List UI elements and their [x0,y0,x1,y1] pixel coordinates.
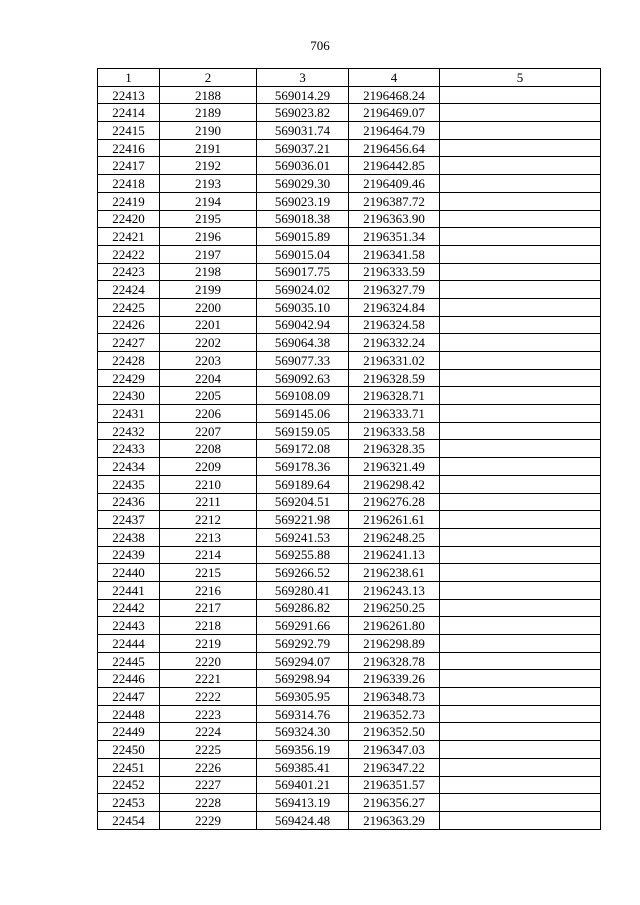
table-cell: 2223 [160,705,257,723]
table-cell: 569108.09 [257,387,349,405]
table-cell: 569286.82 [257,599,349,617]
table-cell [440,245,601,263]
table-cell [440,705,601,723]
table-cell: 2210 [160,475,257,493]
table-cell [440,458,601,476]
table-cell: 2208 [160,440,257,458]
coordinates-table [97,68,601,830]
table-row [98,528,601,546]
table-cell: 22441 [98,581,160,599]
table-row [98,316,601,334]
table-cell: 569255.88 [257,546,349,564]
table-cell: 2196351.57 [349,776,440,794]
table-cell: 22429 [98,369,160,387]
table-cell [440,316,601,334]
table-cell: 22443 [98,617,160,635]
table-cell: 22424 [98,281,160,299]
table-header-row [98,69,601,87]
table-cell [440,104,601,122]
table-cell [440,422,601,440]
table-cell: 569292.79 [257,635,349,653]
table-cell: 569015.04 [257,245,349,263]
table-cell [440,475,601,493]
table-cell: 22430 [98,387,160,405]
table-cell [440,157,601,175]
table-cell: 569029.30 [257,175,349,193]
table-cell: 2228 [160,794,257,812]
table-cell: 2196321.49 [349,458,440,476]
table-cell: 2196324.58 [349,316,440,334]
table-cell: 2196327.79 [349,281,440,299]
table-cell: 569280.41 [257,581,349,599]
table-cell [440,352,601,370]
table-cell [440,599,601,617]
table-cell: 569145.06 [257,405,349,423]
table-cell: 22422 [98,245,160,263]
table-cell: 22442 [98,599,160,617]
table-cell [440,281,601,299]
table-cell: 2197 [160,245,257,263]
table-cell: 569401.21 [257,776,349,794]
table-cell: 22413 [98,86,160,104]
table-cell: 569241.53 [257,528,349,546]
table-cell: 2193 [160,175,257,193]
table-row [98,493,601,511]
table-cell: 22452 [98,776,160,794]
table-cell: 2225 [160,741,257,759]
table-cell: 2196328.35 [349,440,440,458]
table-row [98,387,601,405]
table-cell: 569356.19 [257,741,349,759]
column-header: 5 [440,69,601,87]
table-cell: 2196333.59 [349,263,440,281]
table-row [98,440,601,458]
table-cell: 2219 [160,635,257,653]
table-row [98,281,601,299]
table-row [98,175,601,193]
table-cell: 22440 [98,564,160,582]
table-row [98,705,601,723]
table-cell: 569036.01 [257,157,349,175]
table-cell: 22433 [98,440,160,458]
table-cell: 569023.19 [257,192,349,210]
table-cell: 2196298.89 [349,635,440,653]
table-cell: 2198 [160,263,257,281]
table-cell: 22449 [98,723,160,741]
table-cell [440,688,601,706]
table-cell [440,528,601,546]
table-cell: 2196352.50 [349,723,440,741]
table-row [98,458,601,476]
table-cell: 569324.30 [257,723,349,741]
table-cell [440,192,601,210]
table-cell: 2196352.73 [349,705,440,723]
table-cell: 2196243.13 [349,581,440,599]
table-cell: 2206 [160,405,257,423]
table-cell: 569298.94 [257,670,349,688]
table-cell: 2229 [160,811,257,829]
table-cell: 2196328.71 [349,387,440,405]
table-cell: 569172.08 [257,440,349,458]
table-cell: 2196276.28 [349,493,440,511]
table-cell: 22453 [98,794,160,812]
table-cell: 2196348.73 [349,688,440,706]
table-cell: 22436 [98,493,160,511]
table-cell [440,741,601,759]
table-cell [440,369,601,387]
table-cell: 569092.63 [257,369,349,387]
table-cell: 2221 [160,670,257,688]
table-cell: 2227 [160,776,257,794]
table-cell [440,758,601,776]
table-row [98,122,601,140]
table-cell: 2203 [160,352,257,370]
table-cell: 569159.05 [257,422,349,440]
table-cell: 569424.48 [257,811,349,829]
table-cell: 2204 [160,369,257,387]
table-cell [440,546,601,564]
table-cell: 2196356.27 [349,794,440,812]
table-cell [440,493,601,511]
table-row [98,352,601,370]
table-row [98,422,601,440]
table-cell: 2209 [160,458,257,476]
table-row [98,741,601,759]
table-cell: 22421 [98,228,160,246]
table-cell: 2215 [160,564,257,582]
table-cell: 2211 [160,493,257,511]
table-cell [440,652,601,670]
table-cell: 2212 [160,511,257,529]
table-cell: 569077.33 [257,352,349,370]
table-cell: 22425 [98,298,160,316]
table-cell: 569023.82 [257,104,349,122]
table-cell: 569413.19 [257,794,349,812]
table-row [98,511,601,529]
table-cell: 22447 [98,688,160,706]
table-row [98,811,601,829]
table-cell: 569031.74 [257,122,349,140]
table-cell [440,635,601,653]
table-row [98,104,601,122]
table-cell: 569266.52 [257,564,349,582]
table-cell: 2196331.02 [349,352,440,370]
table-cell [440,263,601,281]
table-cell: 22451 [98,758,160,776]
table-cell: 569018.38 [257,210,349,228]
table-row [98,652,601,670]
table-cell: 2196456.64 [349,139,440,157]
table-cell [440,298,601,316]
table-cell: 2190 [160,122,257,140]
table-cell: 2196347.22 [349,758,440,776]
table-row [98,369,601,387]
table-cell: 2217 [160,599,257,617]
table-cell: 569024.02 [257,281,349,299]
table-cell: 2196261.61 [349,511,440,529]
table-cell: 2196409.46 [349,175,440,193]
table-row [98,546,601,564]
table-cell: 2214 [160,546,257,564]
table-cell: 2220 [160,652,257,670]
table-cell: 22418 [98,175,160,193]
table-cell: 2224 [160,723,257,741]
table-row [98,86,601,104]
table-cell: 2201 [160,316,257,334]
table-cell: 22415 [98,122,160,140]
table-row [98,776,601,794]
table-cell: 2196387.72 [349,192,440,210]
table-cell: 2188 [160,86,257,104]
table-cell: 22423 [98,263,160,281]
table-cell: 22416 [98,139,160,157]
table-cell [440,334,601,352]
table-row [98,139,601,157]
page-number: 706 [310,38,330,53]
table-cell: 22450 [98,741,160,759]
table-cell: 569385.41 [257,758,349,776]
table-cell: 569305.95 [257,688,349,706]
table-cell: 22437 [98,511,160,529]
table-cell: 22432 [98,422,160,440]
table-row [98,670,601,688]
table-cell: 569314.76 [257,705,349,723]
table-cell: 2205 [160,387,257,405]
table-cell: 22419 [98,192,160,210]
table-cell [440,228,601,246]
table-cell: 22420 [98,210,160,228]
table-cell [440,723,601,741]
table-cell: 22445 [98,652,160,670]
table-cell: 22448 [98,705,160,723]
table-cell: 2196328.59 [349,369,440,387]
table-row [98,635,601,653]
table-row [98,228,601,246]
table-row [98,334,601,352]
table-cell: 2196339.26 [349,670,440,688]
table-cell: 2196363.90 [349,210,440,228]
table-cell [440,139,601,157]
table-cell: 22444 [98,635,160,653]
table-cell [440,122,601,140]
table-row [98,599,601,617]
table-row [98,581,601,599]
table-row [98,157,601,175]
table-cell: 2191 [160,139,257,157]
table-cell: 22454 [98,811,160,829]
table-cell: 22439 [98,546,160,564]
table-cell: 2196298.42 [349,475,440,493]
table-cell: 2213 [160,528,257,546]
table-cell: 22414 [98,104,160,122]
table-cell: 2202 [160,334,257,352]
table-cell: 2196261.80 [349,617,440,635]
table-row [98,617,601,635]
table-row [98,794,601,812]
table-cell [440,210,601,228]
table-cell [440,86,601,104]
table-cell: 2216 [160,581,257,599]
table-cell: 569035.10 [257,298,349,316]
table-cell: 569014.29 [257,86,349,104]
table-cell [440,440,601,458]
table-cell [440,581,601,599]
table-cell: 22417 [98,157,160,175]
table-cell [440,794,601,812]
table-row [98,564,601,582]
table-cell: 2196468.24 [349,86,440,104]
table-cell: 2196333.71 [349,405,440,423]
table-cell: 2196333.58 [349,422,440,440]
table-cell: 2196248.25 [349,528,440,546]
table-cell: 2196363.29 [349,811,440,829]
table-row [98,210,601,228]
table-cell: 2194 [160,192,257,210]
table-cell: 569037.21 [257,139,349,157]
table-cell: 2196341.58 [349,245,440,263]
table-cell: 569015.89 [257,228,349,246]
table-cell: 22438 [98,528,160,546]
table-cell: 2192 [160,157,257,175]
table-cell [440,387,601,405]
table-cell: 569221.98 [257,511,349,529]
table-cell: 22434 [98,458,160,476]
table-cell: 569064.38 [257,334,349,352]
table-row [98,263,601,281]
table-cell: 2226 [160,758,257,776]
table-cell: 22431 [98,405,160,423]
table-cell: 2207 [160,422,257,440]
column-header: 4 [349,69,440,87]
table-cell: 2199 [160,281,257,299]
table-cell [440,405,601,423]
table-cell: 569178.36 [257,458,349,476]
table-cell: 22435 [98,475,160,493]
column-header: 3 [257,69,349,87]
table-body [98,86,601,829]
table-cell: 22426 [98,316,160,334]
table-cell: 2196464.79 [349,122,440,140]
table-cell [440,776,601,794]
table-cell: 2196347.03 [349,741,440,759]
table-cell: 2195 [160,210,257,228]
table-cell: 2196442.85 [349,157,440,175]
table-cell: 569294.07 [257,652,349,670]
table-row [98,688,601,706]
table-cell [440,175,601,193]
table-cell: 2196324.84 [349,298,440,316]
table-cell: 2196241.13 [349,546,440,564]
table-cell: 569204.51 [257,493,349,511]
table-cell: 2196332.24 [349,334,440,352]
table-cell [440,564,601,582]
table-row [98,475,601,493]
table-row [98,723,601,741]
table-cell: 2196238.61 [349,564,440,582]
table-cell: 569189.64 [257,475,349,493]
table-cell [440,617,601,635]
table-row [98,192,601,210]
table-cell [440,811,601,829]
table-cell: 2200 [160,298,257,316]
table-row [98,405,601,423]
table-cell: 2218 [160,617,257,635]
table-cell: 2222 [160,688,257,706]
table-cell: 2196250.25 [349,599,440,617]
table-cell: 569291.66 [257,617,349,635]
table-cell: 2196328.78 [349,652,440,670]
column-header: 2 [160,69,257,87]
table-cell: 2196469.07 [349,104,440,122]
table-cell: 569017.75 [257,263,349,281]
table-cell: 2196351.34 [349,228,440,246]
table-row [98,245,601,263]
table-cell: 2196 [160,228,257,246]
table-cell: 2189 [160,104,257,122]
table-cell [440,670,601,688]
table-cell: 22446 [98,670,160,688]
table-cell: 22428 [98,352,160,370]
table-cell: 569042.94 [257,316,349,334]
table-row [98,298,601,316]
table-cell: 22427 [98,334,160,352]
table-cell [440,511,601,529]
table-row [98,758,601,776]
column-header: 1 [98,69,160,87]
